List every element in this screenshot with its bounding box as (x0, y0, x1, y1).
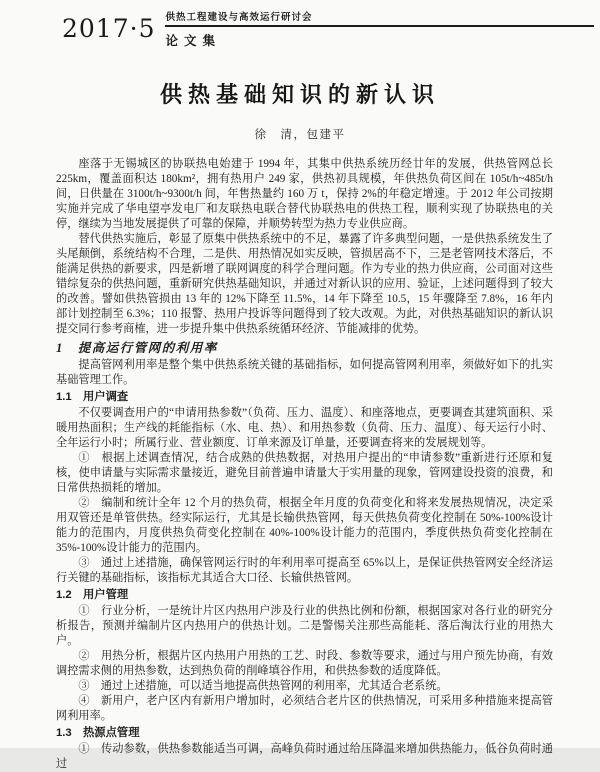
numbered-item: ③ 通过上述措施，确保管网运行时的年利用率可提高至 65%以上，是保证供热管网安全经济运行关键的基础指标，该指标尤其适合大口径、长输供热管网。 (56, 557, 553, 584)
intro-paragraph: 替代供热实施后，彰显了原集中供热系统中的不足，暴露了许多典型问题，一是供热系统发生了头尾颠倒，系统结构不合理，二是供、用热情况如实反映，管损居高不下，三是老管网技术落后，不能满足供热的新要求，四是新增了联网调度的科学合理问题。作为专业的热力供应商，公司面对这些错综复杂的供热问题，重新研究供热基础知识，并通过对新认识的应用、验证，上述问题得到了较大的改善。譬如供热管损由 13 年的 12%下降至 11.5%，14 年下降至 10.5，15 年骤降至 7.8%，16 年内部计划控制至 6.3%；110 报警、热用户投诉等问题得到了较大改观。为此，对供热基础知识的新认识提交同行参考商榷，进一步提升集中供热系统循环经济、节能减排的优势。 (56, 233, 553, 335)
conference-name: 供热工程建设与高效运行研讨会 (165, 12, 313, 23)
numbered-item: ④ 新用户，老户区内有新用户增加时，必须结合老片区的供热情况，可采用多种措施来提高管网利用率。 (56, 695, 553, 722)
header-journal-block (165, 9, 594, 49)
issue-number: 2017·5 (62, 14, 156, 43)
section-1-lead-paragraph: 提高管网利用率是整个集中供热系统关键的基础指标，如何提高管网利用率，须做好如下的扎实基础管理工作。 (56, 359, 553, 386)
numbered-item: ① 行业分析，一是统计片区内热用户涉及行业的供热比例和份额，根据国家对各行业的研究分析报告，预测并编制片区内热用户的供热计划。二是警惕关注那些高能耗、落后淘汰行业的用热大户。 (56, 605, 553, 647)
subsection-1-2-heading: 1.2 用户管理 (56, 589, 129, 601)
numbered-item: ② 编制和统计全年 12 个月的热负荷，根据全年月度的负荷变化和将来发展热规情况，决定采用双管还是单管供热。经实际运行，尤其是长输供热管网，每天供热负荷变化控制在 50%-100%设计能力的范围内，月度供热负荷变化控制在 40%-100%设计能力的范围内，季度供热负荷变化控制在 35%-100%设计能力的范围内。 (56, 497, 553, 554)
subsection-1-3-heading: 1.3 热源点管理 (56, 727, 140, 739)
paper-title: 供热基础知识的新认识 (159, 82, 440, 107)
numbered-item: ③ 通过上述措施，可以适当地提高供热管网的利用率，尤其适合老系统。 (78, 680, 448, 692)
subsection-1-1-lead-paragraph: 不仅要调查用户的“申请用热参数”（负荷、压力、温度）、和座落地点，更要调查其建筑面积、采暖用热面积；生产线的耗能指标（水、电、热）、和用热参数（负荷、压力、温度）、每天运行小时、全年运行小时；所属行业、营业额度、订单来源及订单量，还要调查将来的发展规划等。 (56, 407, 553, 449)
subsection-1-1-heading: 1.1 用户调查 (56, 391, 129, 403)
numbered-item: ② 用热分析，根据片区内热用户用热的工艺、时段、参数等要求，通过与用户预先协商，有效调控需求侧的用热参数，达到热负荷的削峰填谷作用，和供热参数的适度降低。 (56, 650, 553, 677)
proceedings-label: 论文集 (165, 34, 221, 48)
section-1-heading: 1 提高运行管网的利用率 (56, 341, 218, 355)
paper-body (56, 157, 553, 772)
page-header (0, 0, 600, 49)
intro-paragraph: 座落于无锡城区的协联热电始建于 1994 年，其集中供热系统历经廿年的发展，供热管网总长 225km，覆盖面积达 180km²，拥有热用户 249 家，供热初具规模，年供热负荷区间在 105t/h~485t/h 间，日供量在 3100t/h~9300t/h 间，年售热量约 160 万 t，保持 2%的年稳定增速。于 2012 年公司按期实施并完成了华电望亭发电厂和友联热电联合替代协联热电的供热工程，顺利实现了协联热电的关停，继续为当地发展提供了可靠的保障，并顺势转型为热力专业供应商。 (56, 158, 553, 230)
numbered-item-clipped: ① 传动参数，供热参数能适当可调，高峰负荷时通过给压降温来增加供热能力，低谷负荷时通过 (56, 743, 553, 770)
numbered-item: ① 根据上述调查情况，结合成熟的供热数据，对热用户提出的“申请参数”重新进行还原和复核，使申请量与实际需求量接近，避免目前普遍申请量大于实用量的现象，管网建设投资的浪费，和日常供热损耗的增加。 (56, 452, 553, 494)
paper-authors: 徐 清，包建平 (254, 129, 346, 141)
